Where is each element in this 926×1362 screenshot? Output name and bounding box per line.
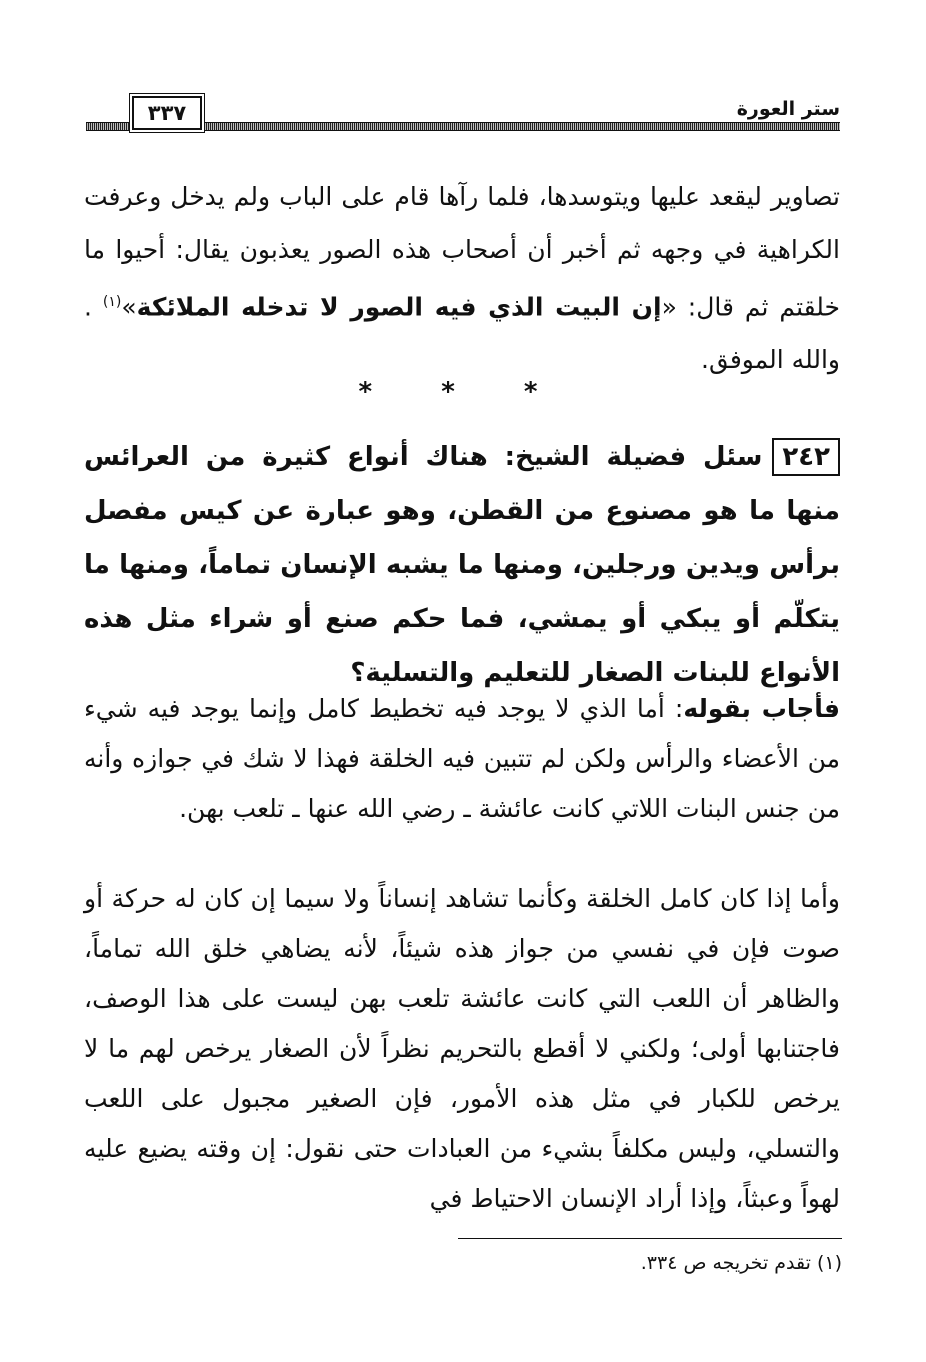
footnote: (١) تقدم تخريجه ص ٣٣٤. [640, 1252, 842, 1274]
question-text: سئل فضيلة الشيخ: هناك أنواع كثيرة من العرائس منها ما هو مصنوع من القطن، وهو عبارة عن كيس مفصل برأس ويدين ورجلين، ومنها ما يشبه الإنسان تماماً، ومنها ما يتكلّم أو يبكي أو يمشي، فما حكم صنع أو شراء مثل هذه الأنواع للبنات الصغار للتعليم والتسلية؟ [84, 442, 840, 688]
hadith-quote: إن البيت الذي فيه الصور لا تدخله الملائكة [136, 292, 662, 322]
answer-lead: فأجاب بقوله [683, 694, 840, 723]
section-separator: * * * [358, 377, 568, 407]
page-number: ٣٣٧ [132, 96, 202, 130]
paragraph1-end: . والله الموفق. [84, 292, 840, 375]
page-header [86, 96, 840, 136]
paragraph-hadith [84, 170, 840, 386]
answer-continuation: وأما إذا كان كامل الخلقة وكأنما تشاهد إنساناً ولا سيما إن كان له حركة أو صوت فإن في نفسي من جواز هذه شيئاً، لأنه يضاهي خلق الله تماماً، والظاهر أن اللعب التي كانت عائشة تلعب بهن ليست على هذا الوصف، فاجتنابها أولى؛ ولكني لا أقطع بالتحريم نظراً لأن الصغار يرخص لهم ما لا يرخص للكبار في مثل هذه الأمور، فإن الصغير مجبول على اللعب والتسلي، وليس مكلفاً بشيء من العبادات حتى نقول: إن وقته يضيع عليه لهواً وعبثاً، وإذا أراد الإنسان الاحتياط في [84, 884, 840, 1213]
quote-close: » [121, 292, 137, 322]
chapter-title: ستر العورة [729, 98, 840, 120]
answer-block [84, 684, 840, 834]
question-block [84, 430, 840, 700]
paragraph1-text: تصاوير ليقعد عليها ويتوسدها، فلما رآها قام على الباب ولم يدخل وعرفت الكراهية في وجهه ثم أخبر أن أصحاب هذه الصور يعذبون يقال: أحيوا ما خلقتم ثم قال: « [84, 182, 840, 322]
question-number: ٢٤٢ [772, 438, 840, 476]
footnote-divider [458, 1238, 842, 1239]
footnote-ref: (١) [102, 294, 122, 310]
answer-text: : أما الذي لا يوجد فيه تخطيط كامل وإنما يوجد فيه شيء من الأعضاء والرأس ولكن لم تتبين فيه الخلقة فهذا لا شك في جوازه وأنه من جنس البنات اللاتي كانت عائشة ـ رضي الله عنها ـ تلعب بهن. [84, 694, 840, 823]
